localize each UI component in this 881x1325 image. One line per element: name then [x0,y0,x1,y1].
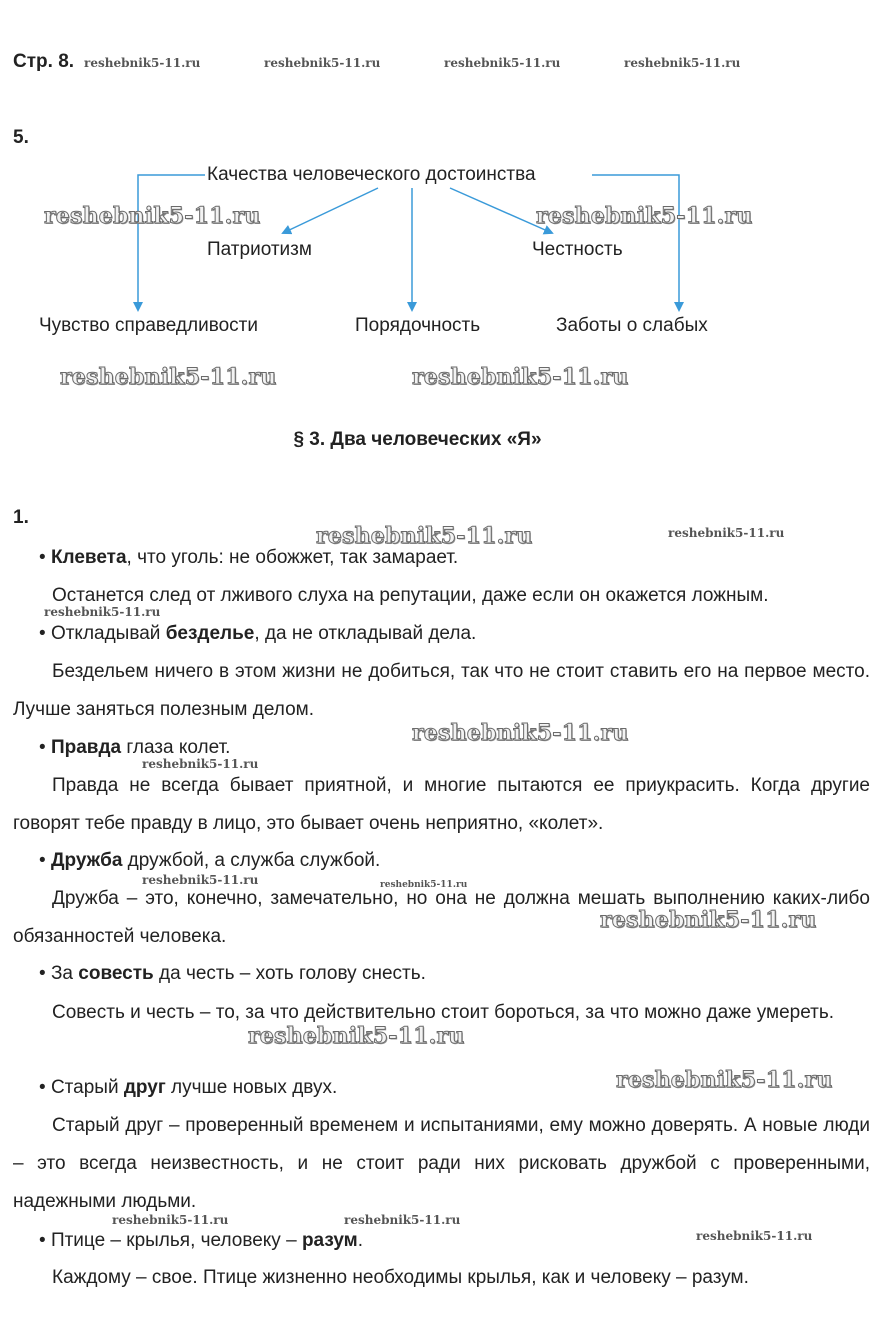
watermark: reshebnik5-11.ru [412,364,629,390]
proverb-keyword: Дружба [50,850,123,871]
proverb-4 [39,849,380,873]
bullet: • [39,737,46,758]
explanation-6: Старый друг – проверенный временем и испытаниями, ему можно доверять. А новые люди – это всегда неизвестность, и не стоит ради них рисковать дружбой с проверенными, надежными людьми. [13,1115,870,1212]
proverb-text: . [357,1230,363,1251]
watermark: reshebnik5-11.ru [344,1213,461,1227]
explanation-3: Правда не всегда бывает приятной, и многие пытаются ее приукрасить. Когда другие говорят тебе правду в лицо, это бывает очень неприятно, «колет». [13,775,870,834]
proverb-text: Птице – крылья, человеку – [50,1230,302,1251]
watermark: reshebnik5-11.ru [412,720,629,746]
proverb-text: , да не откладывай дела. [254,623,477,644]
proverb-text: , что уголь: не обожжет, так замарает. [126,547,459,568]
diagram-node-justice: Чувство справедливости [39,315,258,336]
explanation-7: Каждому – свое. Птице жизненно необходимы крылья, как и человеку – разум. [52,1267,749,1288]
proverb-2 [39,622,476,646]
arrow-to-justice [138,175,205,310]
watermark: reshebnik5-11.ru [44,605,161,619]
proverb-keyword: совесть [78,963,154,984]
explanation-1: Останется след от лживого слуха на репутации, даже если он окажется ложным. [52,585,769,606]
watermark: reshebnik5-11.ru [60,364,277,390]
proverb-keyword: друг [123,1077,166,1098]
bullet: • [39,1077,46,1098]
proverb-text: Откладывай [50,623,166,644]
watermark: reshebnik5-11.ru [616,1067,833,1093]
proverb-text: Старый [50,1077,124,1098]
proverb-7 [39,1229,363,1253]
explanation-5: Совесть и честь – то, за что действительно стоит бороться, за что можно даже умереть. [52,1002,835,1023]
watermark: reshebnik5-11.ru [536,203,753,229]
bullet: • [39,547,46,568]
watermark: reshebnik5-11.ru [248,1023,465,1049]
diagram-node-care: Заботы о слабых [556,315,708,336]
bullet: • [39,1230,46,1251]
proverb-text: да честь – хоть голову снесть. [153,963,426,984]
diagram-node-honesty: Честность [532,239,623,260]
section-title: § 3. Два человеческих «Я» [293,429,542,450]
explanation-4: Дружба – это, конечно, замечательно, но она не должна мешать выполнению каких-либо обязанностей человека. [13,888,870,947]
watermark: reshebnik5-11.ru [316,523,533,549]
diagram-root: Качества человеческого достоинства [207,164,536,185]
watermark: reshebnik5-11.ru [624,56,741,70]
page-reference: Стр. 8. [13,51,75,72]
proverb-text: дружбой, а служба службой. [122,850,381,871]
proverb-1 [39,546,458,570]
diagram-node-decency: Порядочность [355,315,481,336]
bullet: • [39,850,46,871]
proverb-text: лучше новых двух. [165,1077,338,1098]
watermark: reshebnik5-11.ru [142,757,259,771]
diagram-node-patriotism: Патриотизм [207,239,312,260]
proverb-text: За [50,963,79,984]
watermark: reshebnik5-11.ru [84,56,201,70]
task-number: 5. [13,127,29,148]
watermark: reshebnik5-11.ru [696,1229,813,1243]
proverb-5 [39,962,426,986]
proverb-text: глаза колет. [121,737,231,758]
explanation-2: Бездельем ничего в этом жизни не добиться, так что не стоит ставить его на первое место. Лучше заняться полезным делом. [13,661,870,720]
watermark: reshebnik5-11.ru [142,873,259,887]
proverb-keyword: разум [301,1230,358,1251]
proverb-keyword: Правда [50,737,122,758]
bullet: • [39,963,46,984]
proverb-keyword: Клевета [50,547,127,568]
bullet: • [39,623,46,644]
watermark: reshebnik5-11.ru [444,56,561,70]
watermark: reshebnik5-11.ru [44,203,261,229]
watermark: reshebnik5-11.ru [668,526,785,540]
watermark: reshebnik5-11.ru [600,907,817,933]
arrow-to-patriotism [283,188,378,233]
watermark: reshebnik5-11.ru [112,1213,229,1227]
watermark: reshebnik5-11.ru [264,56,381,70]
task-number: 1. [13,507,29,528]
watermark: reshebnik5-11.ru [380,880,468,890]
proverb-keyword: безделье [165,623,255,644]
proverb-6 [39,1076,337,1100]
